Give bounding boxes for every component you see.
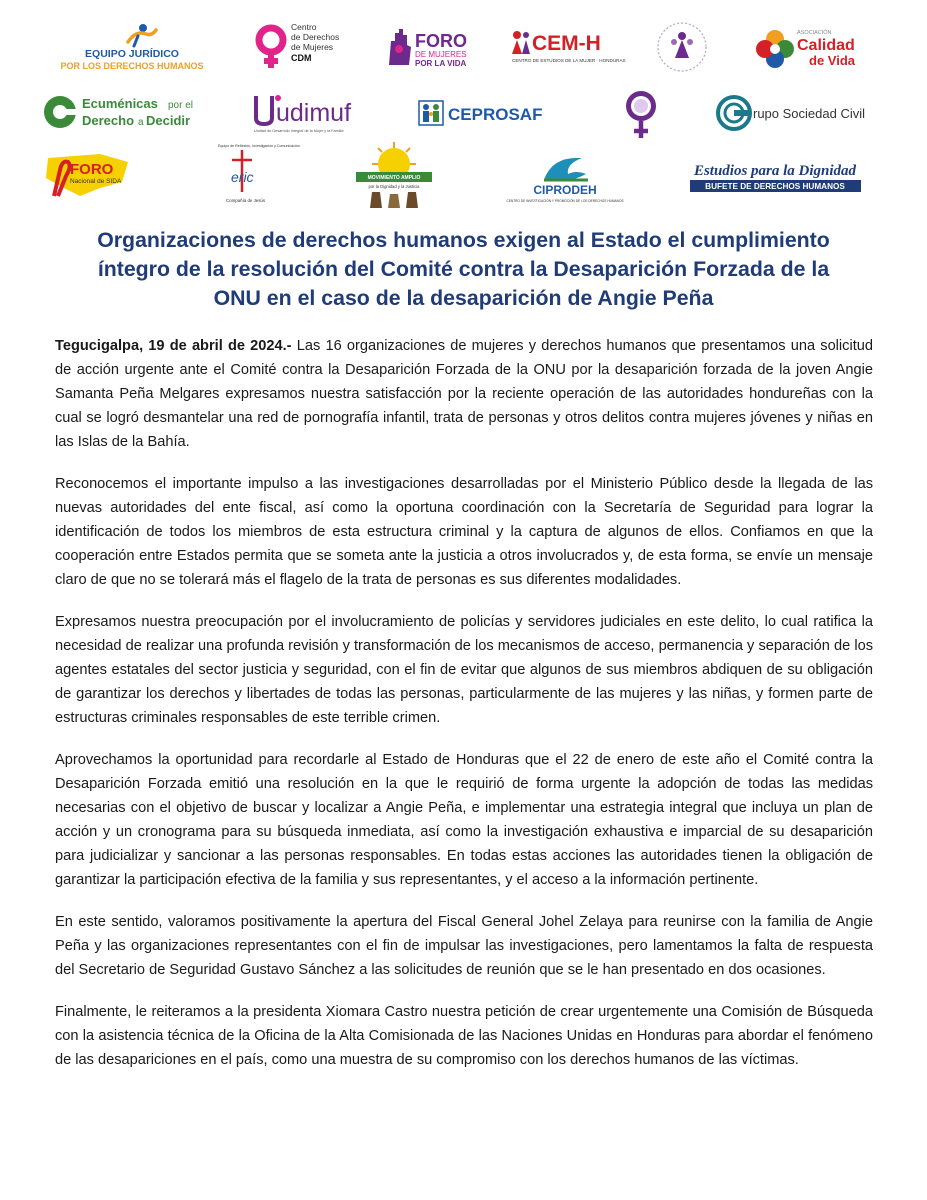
paragraph-1 [55, 334, 873, 454]
logo-calidad-de-vida [757, 25, 857, 71]
raised-fists-icon [370, 192, 418, 208]
family-icon [419, 101, 443, 125]
logo-estudios-line2: BUFETE DE DERECHOS HUMANOS [705, 182, 845, 191]
logo-udimuf [252, 90, 357, 134]
logo-cdm-line1: Centro [291, 22, 317, 32]
logo-eric-top: Equipo de Reflexión, Investigación y Comunicación [218, 144, 300, 148]
logo-cdm-line4: CDM [291, 53, 312, 63]
logo-cem-h [508, 26, 626, 66]
logo-ciprodeh [506, 150, 624, 206]
logo-cdm [255, 20, 360, 72]
logo-movimiento-name: MOVIMIENTO AMPLIO [367, 175, 421, 181]
colorful-flower-icon [756, 30, 794, 68]
paragraph-6: Finalmente, le reiteramos a la presidenta Xiomara Castro nuestra petición de crear urgentemente una Comisión de Búsqueda con la asistencia técnica de la Oficina de la Alta Comisionada de las Naciones Unidas en Honduras para abordar el fenómeno de las desapariciones en el país, como una muestra de su compromiso con los derechos humanos de las víctimas. [55, 1004, 873, 1068]
logo-calidad-line2: de Vida [809, 53, 856, 68]
logo-estudios-dignidad [688, 158, 863, 196]
logo-ciprodeh-name: CIPRODEH [533, 183, 597, 197]
logo-venus-purple [616, 86, 666, 140]
logo-grupo-sociedad-civil [716, 94, 866, 132]
document-body [55, 334, 873, 1090]
women-silhouette-icon [671, 32, 693, 58]
raised-hand-icon [389, 29, 411, 65]
logo-foro-mujeres-line2: DE MUJERES [415, 50, 467, 59]
logo-ceprosaf-name: CEPROSAF [448, 105, 543, 124]
venus-symbol-icon [626, 91, 656, 138]
logo-calidad-small: ASOCIACIÓN [797, 30, 832, 36]
person-figure-icon [128, 24, 156, 46]
logo-ecumenicas-line2: Derecho [82, 113, 135, 128]
logo-red-mujeres-circle [653, 20, 711, 74]
dateline: Tegucigalpa, 19 de abril de 2024.- [55, 338, 292, 354]
logo-foro-sida-line1: FORO [70, 161, 114, 178]
logo-movimiento-amplio [350, 142, 438, 210]
dove-icon [544, 158, 588, 181]
grupo-g-icon [718, 97, 750, 129]
logo-cemh-sub: CENTRO DE ESTUDIOS DE LA MUJER · HONDURAS [512, 58, 626, 63]
title-line-3: ONU en el caso de la desaparición de Angie Peña [213, 286, 714, 310]
ecumenicas-e-icon [44, 96, 78, 128]
logo-cemh-name: CEM-H [532, 32, 601, 55]
paragraph-1-text: Las 16 organizaciones de mujeres y derechos humanos que presentamos una solicitud de acción urgente ante el Comité contra la Desaparición Forzada de la ONU por la desaparición forzada de la joven Angie Samanta Peña Melgares expresamos nuestra satisfacción por la reciente operación de las autoridades hondureñas con la cual se logró desmantelar una red de pornografía infantil, trata de personas y otros delitos contra mujeres jóvenes y niñas en las Islas de la Bahía. [55, 338, 873, 450]
logo-ecumenicas [42, 92, 197, 132]
title-line-2: íntegro de la resolución del Comité contra la Desaparición Forzada de la [97, 257, 830, 281]
logo-foro-mujeres-line3: POR LA VIDA [415, 59, 467, 68]
women-figures-icon [512, 31, 530, 54]
logo-udimuf-sub: Unidad de Desarrollo Integral de la Mujer y la Familia [254, 129, 344, 133]
logo-ceprosaf [418, 99, 553, 127]
paragraph-5: En este sentido, valoramos positivamente la apertura del Fiscal General Johel Zelaya para reunirse con la familia de Angie Peña y las organizaciones representantes con el fin de impulsar las investigaciones, pero lamentamos la falta de respuesta del Secretario de Seguridad Gustavo Sánchez a las solicitudes de reunión que se le han presentado en dos ocasiones. [55, 914, 873, 978]
paragraph-2: Reconocemos el importante impulso a las investigaciones desarrolladas por el Ministerio Público desde la llegada de las nuevas autoridades del ente fiscal, así como la oportuna coordinación con la Secretaría de Seguridad para lograr la identificación de todos los miembros de esta estructura criminal y la captura de algunos de ellos. Confiamos en que la cooperación entre Estados permita que se someta ante la justicia a otros involucrados y, de esta forma, se envíe un mensaje claro de que no se tolerará más el flagelo de la trata de personas es sus diferentes modalidades. [55, 476, 873, 588]
logo-ecumenicas-line1b: por el [168, 100, 194, 111]
logo-equipo-juridico [50, 22, 215, 72]
logo-movimiento-sub: por la Dignidad y la Justicia [368, 184, 420, 189]
logo-ecumenicas-line2b: a [138, 117, 144, 128]
logo-cdm-line2: de Derechos [291, 32, 340, 42]
logo-eric-name: eric [231, 169, 254, 185]
title-line-1: Organizaciones de derechos humanos exigen al Estado el cumplimiento [97, 228, 830, 252]
logo-foro-nacional-sida [40, 148, 132, 202]
logo-eric [212, 140, 300, 206]
logo-calidad-line1: Calidad [797, 37, 855, 54]
logo-equipo-line1: EQUIPO JURÍDICO [85, 48, 179, 60]
logo-estudios-line1: Estudios para la Dignidad [693, 163, 857, 179]
logo-grupo-name: rupo Sociedad Civil [753, 106, 866, 121]
logo-eric-bottom: Compañía de Jesús [226, 198, 266, 203]
logo-foro-mujeres-line1: FORO [415, 31, 467, 51]
venus-symbol-icon [259, 28, 283, 68]
logo-foro-sida-line2: Nacional de SIDA [70, 178, 122, 185]
logo-equipo-line2: POR LOS DERECHOS HUMANOS [60, 61, 204, 71]
logo-ecumenicas-line1: Ecuménicas [82, 96, 158, 111]
logo-foro-mujeres [385, 25, 465, 69]
logo-ecumenicas-line2c: Decidir [146, 113, 191, 128]
paragraph-3: Expresamos nuestra preocupación por el involucramiento de policías y servidores judiciales en este delito, lo cual ratifica la necesidad de realizar una profunda revisión y transformación de los mecanismos de acceso, permanencia y separación de los agentes estatales del sector justicia y seguridad, con el fin de evitar que algunos de sus miembros abdiquen de su obligación de garantizar los derechos y libertades de todas las personas, particularmente de las mujeres y las niñas, y formen parte de estructuras criminales responsables de este terrible crimen. [55, 614, 873, 726]
logo-cdm-line3: de Mujeres [291, 42, 334, 52]
paragraph-4: Aprovechamos la oportunidad para recordarle al Estado de Honduras que el 22 de enero de este año el Comité contra la Desaparición Forzada emitió una resolución en la que le requirió de forma urgente la adopción de todas las medidas necesarias con el objetivo de buscar y localizar a Angie Peña, e implementar una estrategia integral que incluya un plan de acción y un cronograma para su búsqueda inmediata, así como la investigación exhaustiva e imparcial de su desaparición para judicializar y sancionar a las personas responsables. En todas estas acciones las autoridades tienen la obligación de garantizar la participación efectiva de la familia y sus representantes, y el acceso a la información pertinente. [55, 752, 873, 888]
logo-udimuf-name: udimuf [276, 99, 352, 127]
document-title [60, 226, 867, 313]
logo-ciprodeh-sub: CENTRO DE INVESTIGACIÓN Y PROMOCIÓN DE LOS DERECHOS HUMANOS [506, 199, 624, 203]
